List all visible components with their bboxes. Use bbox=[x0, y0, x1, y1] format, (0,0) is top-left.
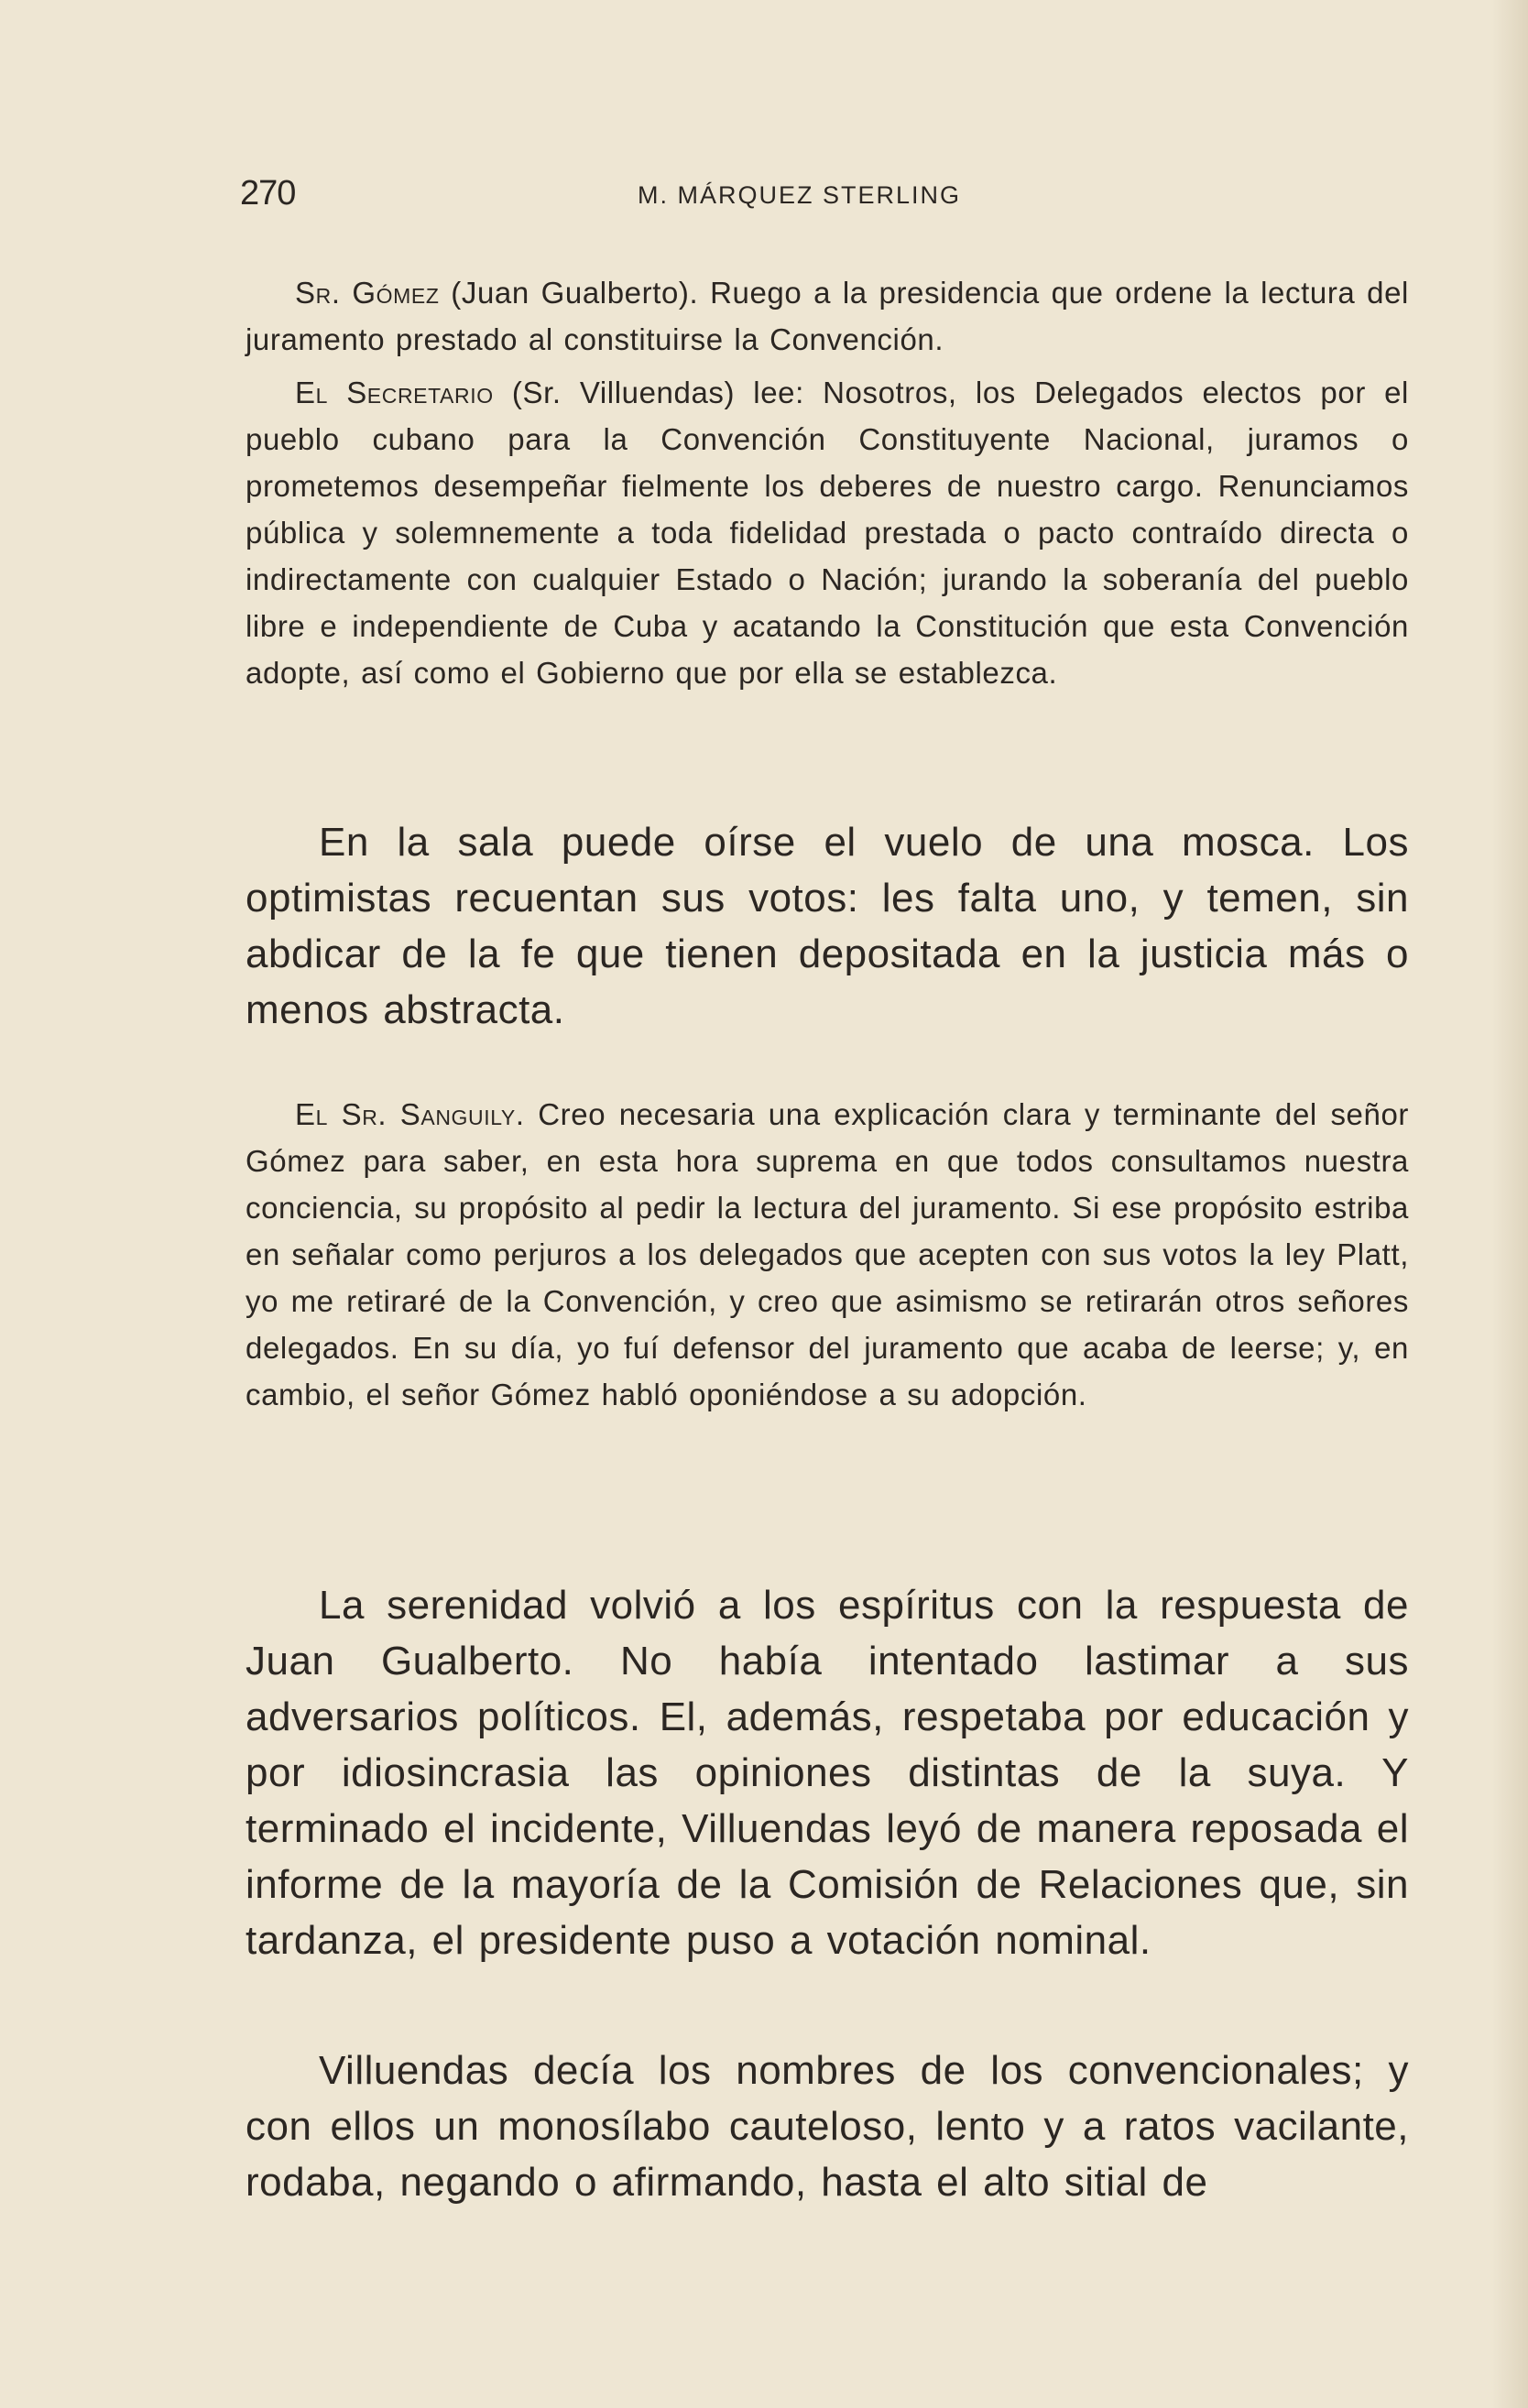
paragraph-text: (Juan Gualberto). Ruego a la presidencia que ordene la lectura del juramento prestado al constituirse la Convención. bbox=[246, 276, 1409, 356]
paragraph-text: Creo necesaria una explicación clara y terminante del señor Gómez para saber, en esta hora suprema en que todos consultamos nuestra conciencia, su propósito al pedir la lectura del juramento. Si ese propósito estriba en señalar como perjuros a los delegados que acepten con sus votos la ley Platt, yo me retiraré de la Convención, y creo que asimismo se retirarán otros señores delegados. En su día, yo fuí defensor del juramento que acaba de leerse; y, en cambio, el señor Gómez habló oponiéndose a su adopción. bbox=[246, 1097, 1409, 1411]
running-head: M. MÁRQUEZ STERLING bbox=[638, 181, 962, 209]
narrative-paragraph bbox=[246, 2043, 1409, 2210]
dialogue-paragraph-gomez bbox=[246, 269, 1409, 363]
dialogue-paragraph-sanguily bbox=[246, 1091, 1409, 1418]
paragraph-text: (Sr. Villuendas) lee: Nosotros, los Delegados electos por el pueblo cubano para la Convención Constituyente Nacional, juramos o prometemos desempeñar fielmente los deberes de nuestro cargo. Renunciamos pública y solemnemente a toda fidelidad prestada o pacto contraído directa o indirectamente con cualquier Estado o Nación; jurando la soberanía del pueblo libre e independiente de Cuba y acatando la Constitución que esta Convención adopte, así como el Gobierno que por ella se establezca. bbox=[246, 376, 1409, 690]
narrative-paragraph bbox=[246, 1577, 1409, 1968]
page-header bbox=[240, 174, 1413, 218]
page-number: 270 bbox=[240, 174, 296, 212]
narrative-paragraph bbox=[246, 814, 1409, 1038]
paragraph-text: En la sala puede oírse el vuelo de una mosca. Los optimistas recuentan sus votos: les falta uno, y temen, sin abdicar de la fe que tienen depositada en la justicia más o menos abstracta. bbox=[246, 820, 1409, 1032]
speaker-name: El Secretario bbox=[295, 376, 494, 409]
speaker-name: El Sr. Sanguily. bbox=[295, 1097, 525, 1131]
page-edge-shadow bbox=[1491, 0, 1528, 2408]
paragraph-text: La serenidad volvió a los espíritus con la respuesta de Juan Gualberto. No había intentado lastimar a sus adversarios políticos. El, además, respetaba por educación y por idiosincrasia las opiniones distintas de la suya. Y terminado el incidente, Villuendas leyó de manera reposada el informe de la mayoría de la Comisión de Relaciones que, sin tardanza, el presidente puso a votación nominal. bbox=[246, 1583, 1409, 1963]
dialogue-paragraph-secretario bbox=[246, 369, 1409, 696]
paragraph-text: Villuendas decía los nombres de los convencionales; y con ellos un monosílabo cauteloso, lento y a ratos vacilante, rodaba, negando o afirmando, hasta el alto sitial de bbox=[246, 2048, 1409, 2205]
speaker-name: Sr. Gómez bbox=[295, 276, 440, 310]
